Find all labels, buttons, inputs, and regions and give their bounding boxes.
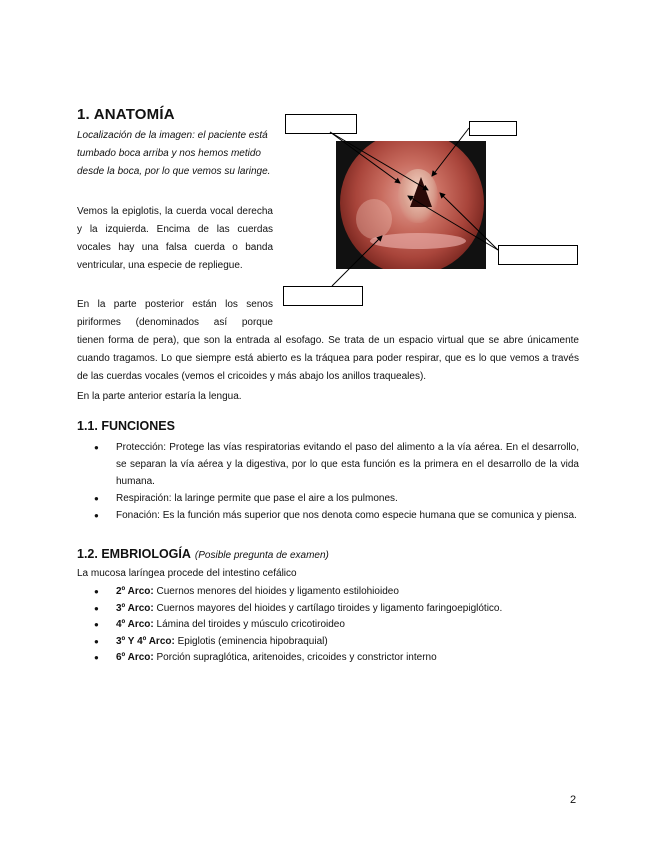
embriologia-intro: La mucosa laríngea procede del intestino cefálico: [77, 568, 297, 579]
list-item: ● Fonación: Es la función más superior que nos denota como especie humana que se comunica y piensa.: [77, 507, 579, 524]
list-item: ● 6º Arco: Porción supraglótica, aritenoides, cricoides y constrictor interno: [77, 650, 579, 667]
list-item: ● Respiración: la laringe permite que pase el aire a los pulmones.: [77, 490, 579, 507]
paragraph-epiglotis: Vemos la epiglotis, la cuerda vocal derecha y la izquierda. Encima de las cuerdas vocales hay una falsa cuerda o banda ventricular, una especie de repliegue.: [77, 206, 273, 271]
image-location-note: Localización de la imagen: el paciente está tumbado boca arriba y nos hemos metido desde la boca, por lo que vemos su laringe.: [77, 130, 271, 177]
paragraph-senos-rest: tienen forma de pera), que son la entrada al esofago. Se trata de un espacio virtual que se abre únicamente cuando tragamos. Lo que siempre está abierto es la tráquea para poder respirar, que es lo que vemos a través de las cuerdas vocales (vemos el cricoides y más abajo los anillos traqueales).: [77, 335, 579, 382]
funciones-list: [77, 439, 579, 524]
list-item: ● Protección: Protege las vías respiratorias evitando el paso del alimento a la vía aérea. En el desarrollo, se separan la vía aérea y la digestiva, por lo que esta función es la primera en el desarrollo de la vida humana.: [77, 439, 579, 490]
section-title-anatomia: 1. ANATOMÍA: [77, 106, 175, 123]
list-item: ● 3º Arco: Cuernos mayores del hioides y cartílago tiroides y ligamento faringoepiglótico.: [77, 601, 579, 618]
paragraph-lengua: En la parte anterior estaría la lengua.: [77, 391, 242, 402]
list-item: ● 3º Y 4º Arco: Epiglotis (eminencia hipobraquial): [77, 634, 579, 651]
exam-note: (Posible pregunta de examen): [194, 550, 329, 561]
section-title-funciones: 1.1. FUNCIONES: [77, 419, 175, 433]
paragraph-senos-line1: En la parte posterior están los senos: [77, 299, 273, 310]
list-item: ● 2º Arco: Cuernos menores del hioides y ligamento estilohioideo: [77, 584, 579, 601]
section-title-embriologia: 1.2. EMBRIOLOGÍA (Posible pregunta de examen): [77, 547, 329, 561]
paragraph-senos-line2: piriformes (denominados así porque: [77, 317, 273, 328]
page-number: 2: [570, 794, 577, 806]
embriologia-list: [77, 584, 579, 667]
list-item: ● 4º Arco: Lámina del tiroides y músculo cricotiroideo: [77, 617, 579, 634]
